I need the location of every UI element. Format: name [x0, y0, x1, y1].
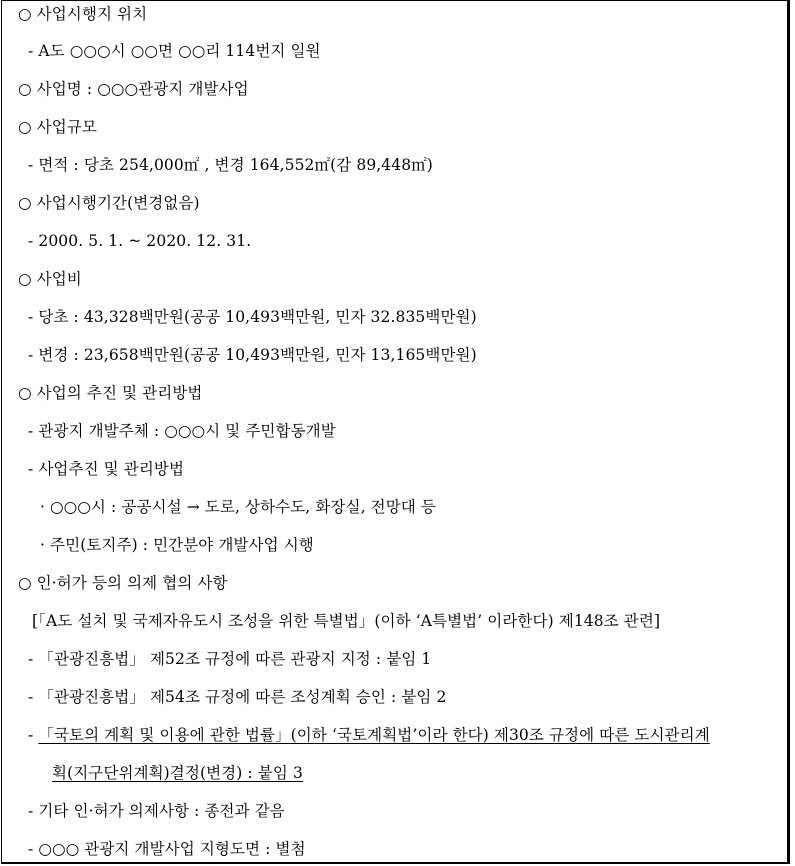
heading-permits: ○ 인·허가 등의 의제 협의 사항 [18, 574, 228, 592]
heading-project-period: ○ 사업시행기간(변경없음) [18, 194, 200, 212]
topographic-map: - ○○○ 관광지 개발사업 지형도면 : 별첨 [28, 840, 306, 858]
period-detail: - 2000. 5. 1. ~ 2020. 12. 31. [28, 232, 252, 250]
residents-private-dev: · 주민(토지주) : 민간분야 개발사업 시행 [40, 536, 314, 554]
heading-project-scale: ○ 사업규모 [18, 118, 97, 136]
heading-site-location: ○ 사업시행지 위치 [18, 5, 148, 23]
dash-prefix: - [28, 726, 39, 744]
national-land-act [28, 723, 787, 747]
heading-management: ○ 사업의 추진 및 관리방법 [18, 384, 203, 402]
district-plan-text: 획(지구단위계획)결정(변경) : 붙임 3 [52, 764, 303, 782]
management-method: - 사업추진 및 관리방법 [28, 460, 185, 478]
heading-project-cost: ○ 사업비 [18, 270, 82, 288]
developer-detail: - 관광지 개발주체 : ○○○시 및 주민합동개발 [28, 422, 336, 440]
special-act-reference: [「A도 설치 및 국제자유도시 조성을 위한 특별법」(이하 ‘A특별법’ 이라한다) 제148조 관련] [32, 612, 661, 630]
heading-project-name: ○ 사업명 : ○○○관광지 개발사업 [18, 80, 249, 98]
district-plan-decision [52, 761, 787, 785]
cost-original: - 당초 : 43,328백만원(공공 10,493백만원, 민자 32.835백만원) [28, 308, 477, 326]
area-detail: - 면적 : 당초 254,000㎡ , 변경 164,552㎡(감 89,448㎡) [28, 156, 433, 174]
tourism-designation: - 「관광진흥법」 제52조 규정에 따른 관광지 지정 : 붙임 1 [28, 650, 432, 668]
other-permits: - 기타 인·허가 의제사항 : 종전과 같음 [28, 802, 285, 820]
city-public-facilities: · ○○○시 : 공공시설 → 도로, 상하수도, 화장실, 전망대 등 [40, 498, 436, 516]
document-frame [1, 0, 790, 864]
cost-changed: - 변경 : 23,658백만원(공공 10,493백만원, 민자 13,165백만원) [28, 346, 477, 364]
national-land-act-text: 「국토의 계획 및 이용에 관한 법률」(이하 ‘국토계획법’이라 한다) 제30조 규정에 따른 도시관리계 [38, 726, 710, 744]
tourism-plan-approval: - 「관광진흥법」 제54조 규정에 따른 조성계획 승인 : 붙임 2 [28, 688, 447, 706]
site-location-detail: - A도 ○○○시 ○○면 ○○리 114번지 일원 [28, 42, 321, 60]
